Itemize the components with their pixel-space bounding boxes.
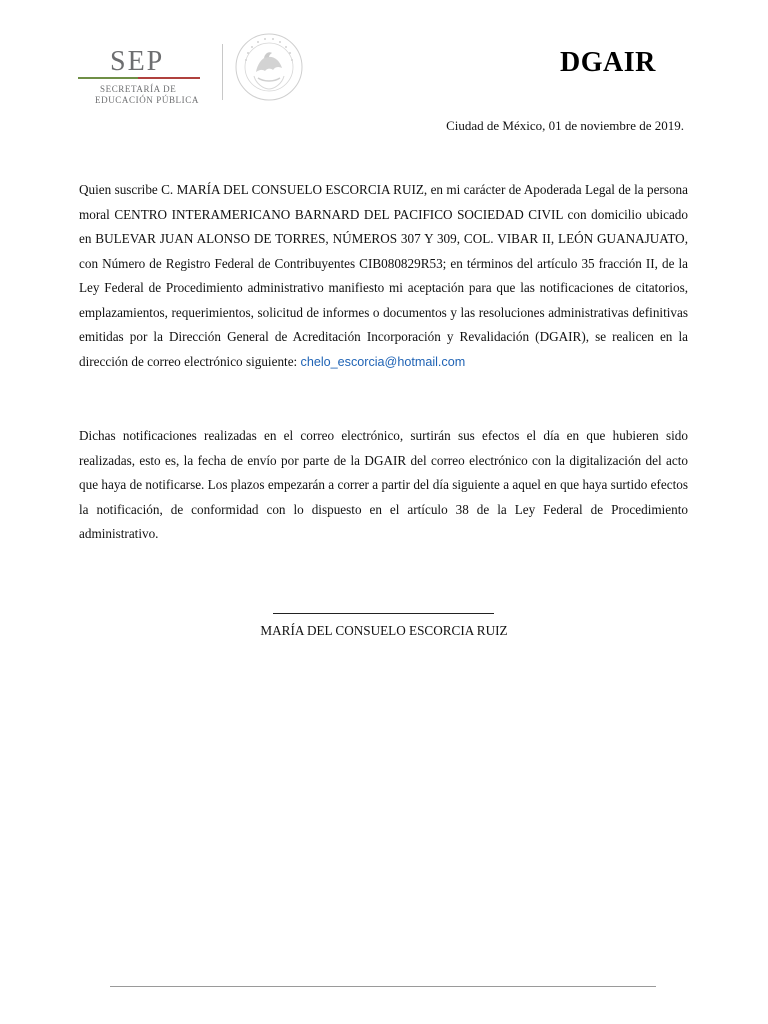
signature-line: [273, 613, 494, 614]
footer-rule: [110, 986, 656, 987]
sep-logo-line2: EDUCACIÓN PÚBLICA: [95, 95, 199, 105]
letter-date: Ciudad de México, 01 de noviembre de 2019.: [446, 118, 684, 133]
letter-paragraph-2: Dichas notificaciones realizadas en el correo electrónico, surtirán sus efectos el día en que hubieren sido realizadas, esto es, la fecha de envío por parte de la DGAIR del correo electrónico con la digitalización del acto que haya de notificarse. Los plazos empezarán a correr a partir del día siguiente a aquel en que haya surtido efectos la notificación, de conformidad con lo dispuesto en el artículo 38 de la Ley Federal de Procedimiento administrativo.: [79, 428, 688, 541]
email-link[interactable]: chelo_escorcia@hotmail.com: [300, 354, 466, 369]
sep-wordmark: SEP: [110, 46, 165, 77]
sep-logo-line1: SECRETARÍA DE: [100, 84, 177, 94]
sep-red-bar: [138, 77, 200, 79]
mexican-coat-of-arms-seal-icon: [234, 32, 304, 102]
paragraph-1-text: Quien suscribe C. MARÍA DEL CONSUELO ESCORCIA RUIZ, en mi carácter de Apoderada Legal de la persona moral CENTRO INTERAMERICANO BARNARD DEL PACIFICO SOCIEDAD CIVIL con domicilio ubicado en BULEVAR JUAN ALONSO DE TORRES, NÚMEROS 307 Y 309, COL. VIBAR II, LEÓN GUANAJUATO, con Número de Registro Federal de Contribuyentes CIB080829R53; en términos del artículo 35 fracción II, de la Ley Federal de Procedimiento administrativo manifiesto mi aceptación para que las notificaciones de citatorios, emplazamientos, requerimientos, solicitud de informes o documentos y las resoluciones administrativas definitivas emitidas por la Dirección General de Acreditación Incorporación y Revalidación (DGAIR), se realicen en la dirección de correo electrónico siguiente:: [79, 182, 688, 369]
letter-paragraph-1: [79, 178, 688, 374]
logo-divider: [222, 44, 223, 100]
sep-logo: [78, 42, 203, 104]
sep-green-bar: [78, 77, 138, 79]
signature-name: MARÍA DEL CONSUELO ESCORCIA RUIZ: [260, 623, 508, 638]
document-title: DGAIR: [560, 47, 656, 78]
